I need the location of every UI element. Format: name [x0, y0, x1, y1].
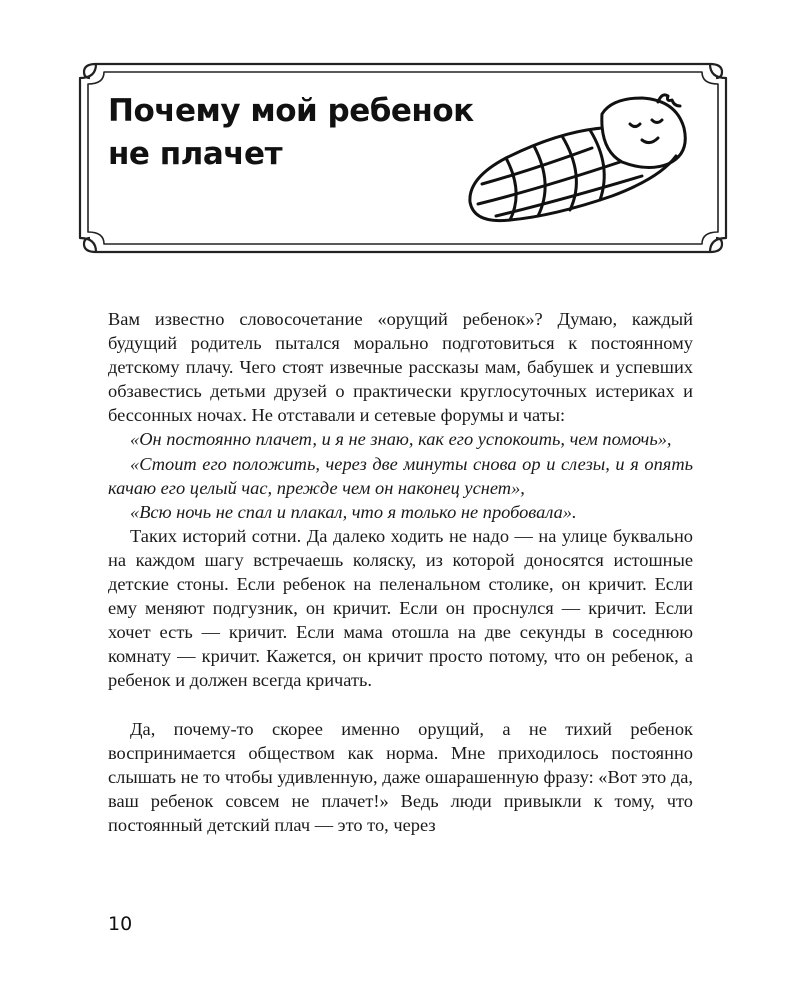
- chapter-title-line-2: не плачет: [108, 136, 283, 172]
- paragraph-intro: Вам известно словосочетание «орущий ребенок»? Думаю, каждый будущий родитель пытался морально подготовиться к постоянному детскому плачу. Чего стоят извечные рассказы мам, бабушек и успевших обзавестись детьми друзей о практически круглосуточных истериках и бессонных ночах. Не отставали и сетевые форумы и чаты:: [108, 309, 693, 426]
- paragraph-stories: Таких историй сотни. Да далеко ходить не надо — на улице буквально на каждом шагу встречаешь коляску, из которой доносятся истошные детские стоны. Если ребенок на пеленальном столике, он кричит. Если ему меняют подгузник, он кричит. Если он проснулся — кричит. Если хочет есть — кричит. Если мама отошла на две секунды в соседнюю комнату — кричит. Кажется, он кричит просто потому, что он ребенок, а ребенок и должен всегда кричать.: [108, 525, 693, 691]
- chapter-title-line-1: Почему мой ребенок: [108, 93, 474, 129]
- paragraph-norm: Да, почему-то скорее именно орущий, а не тихий ребенок воспринимается обществом как норма. Мне приходилось постоянно слышать не то чтобы удивленную, даже ошарашенную фразу: «Вот это да, ваш ребенок совсем не плачет!» Ведь люди привыкли к тому, что постоянный детский плач — это то, через: [108, 718, 693, 835]
- body-text: [108, 307, 693, 837]
- page-number: 10: [108, 913, 133, 935]
- quote-2: «Стоит его положить, через две минуты снова ор и слезы, и я опять качаю его целый час, прежде чем он наконец уснет»,: [108, 453, 693, 498]
- swaddled-baby-icon: [462, 92, 702, 232]
- paragraph-spacer: [108, 693, 693, 717]
- quote-1: «Он постоянно плачет, и я не знаю, как его успокоить, чем помочь»,: [130, 429, 672, 450]
- quote-3: «Всю ночь не спал и плакал, что я только не пробовала».: [130, 501, 577, 522]
- chapter-title: [108, 90, 508, 176]
